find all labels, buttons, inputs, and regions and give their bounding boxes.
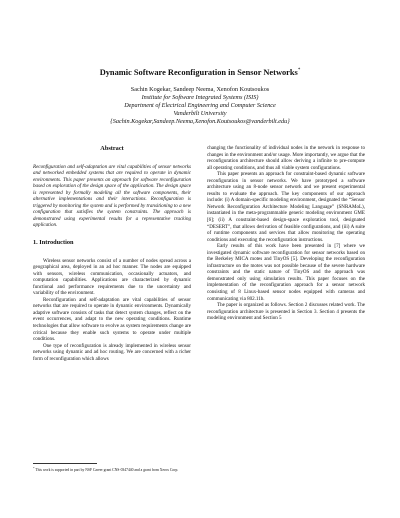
abstract-text: Reconfiguration and self-adaptation are vital capabilities of sensor networks and networked embedded systems that are required to operate in dynamic environments. This paper presents an approach for software reconfiguration based on exploration of the design space of the application. The design space is represented by formally modeling all the software components, their alternative implementations and their interactions. Reconfiguration is triggered by monitoring the system and is performed by transitioning to a new configuration that satisfies the system constraints. The approach is demonstrated using experimental results for a representative tracking application. <box>33 163 191 229</box>
left-paragraph: Reconfiguration and self-adaptation are vital capabilities of sensor networks that are required to operate in dynamic environments. Dynamically adaptive software consists of tasks that detect system changes, reflect on the event occurrences, and adapt to the new operating conditions. Runtime technologies that allow software to evolve as system requirements change are critical because they enable such systems to operate under multiple conditions. <box>33 296 191 343</box>
right-paragraph: This paper presents an approach for constraint-based dynamic software reconfiguration in sensor networks. We have prototyped a software architecture using an 8-node sensor network and we present experimental results to evaluate the approach. The key components of our approach include: (i) A domain-specific modeling environment, designated the “Sensor Network Reconfiguration Architecture Modeling Language” (SNRAMoL), instantiated in the meta-programmable generic modeling environment GME [6]; (ii) A constraint-based design-space exploration tool, designated “DESERT”, that allows derivation of feasible configurations, and (iii) A suite of runtime components and services that allow monitoring the operating conditions and executing the reconfiguration instructions. <box>207 171 365 243</box>
right-paragraph: changing the functionality of individual nodes in the network in response to changes in the environment and/or usage. More importantly, we argue that the reconfiguration architecture should allow deriving a infinite to pre-compute all operating conditions, and thus all viable system configurations. <box>207 145 365 171</box>
footnote <box>33 466 373 473</box>
right-column <box>207 145 365 322</box>
affiliation-institute: Institute for Software Integrated Systems (ISIS) <box>141 94 259 102</box>
affiliation-university: Vanderbilt University <box>173 110 227 118</box>
left-column <box>33 146 191 362</box>
title-text: Dynamic Software Reconfiguration in Sensor Networks <box>99 67 298 77</box>
footnote-text: This work is supported in part by NSF Career grant CNS-0347440 and a grant from Xerox Corp. <box>35 468 179 473</box>
right-paragraph: The paper is organized as follows. Section 2 discusses related work. The reconfiguration architecture is presented in Section 3. Section 4 presents the modeling environment and Section 5 <box>207 302 365 322</box>
footnote-divider <box>33 463 97 464</box>
abstract-heading: Abstract <box>100 145 124 152</box>
author-block <box>20 86 380 126</box>
right-paragraph: Early results of this work have been presented in [7] where we investigated dynamic software reconfiguration for sensor networks based on the Berkeley MICA motes and TinyOS [5]. Developing the reconfiguration infrastructure on the motes was not possible because of the severe hardware constraints and the static nature of TinyOS and the approach was demonstrated only using simulation results. This paper focuses on the implementation of the reconfiguration approach for a sensor network consisting of 8 Linux-based sensor nodes equipped with cameras and communicating via 802.11b. <box>207 243 365 302</box>
abstract <box>33 164 191 229</box>
left-paragraph: One type of reconfiguration is already implemented in wireless sensor networks using dynamic and ad hoc routing. We are concerned with a richer form of reconfiguration which allows <box>33 342 191 362</box>
author-emails: {Sachin.Kogekar,Sandeep.Neema,Xenofon.Koutsoukos@vanderbilt.edu} <box>110 118 290 126</box>
affiliation-department: Department of Electrical Engineering and Computer Science <box>124 102 276 110</box>
section-heading-introduction: 1. Introduction <box>33 239 74 247</box>
title-footnote-mark: * <box>297 68 301 73</box>
paper-title <box>20 66 380 78</box>
author-names: Sachin Kogekar, Sandeep Neema, Xenofon Koutsoukos <box>130 86 270 93</box>
footnote-mark: * <box>33 466 35 470</box>
left-paragraph: Wireless sensor networks consist of a number of nodes spread across a geographical area, deployed in an ad hoc manner. The nodes are equipped with sensors, wireless communication, occasionally actuators, and computation capabilities. Applications are characterized by dynamic functional and performance requirements due to the uncertainty and variability of the environment. <box>33 257 191 297</box>
